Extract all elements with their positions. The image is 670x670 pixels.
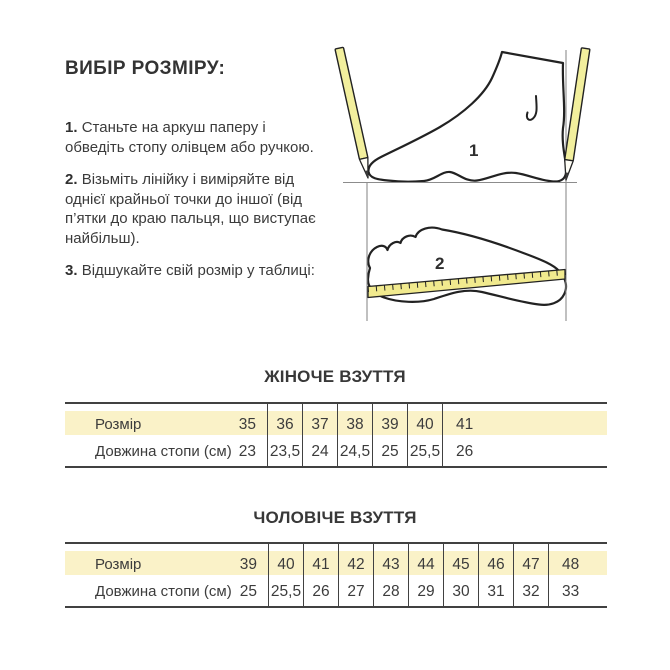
length-cell: 24 <box>311 442 329 460</box>
step-number: 1. <box>65 119 78 136</box>
length-row-label: Довжина стопи (см) <box>95 443 232 460</box>
men-table-title: ЧОЛОВІЧЕ ВЗУТТЯ <box>253 508 417 527</box>
ruler-tick <box>483 277 484 283</box>
length-cell: 32 <box>522 582 540 600</box>
step-text: Відшукайте свій розмір у таблиці: <box>81 262 315 279</box>
length-cell: 28 <box>382 582 400 600</box>
length-cell: 29 <box>417 582 435 600</box>
table-column <box>303 544 338 606</box>
table-column <box>548 544 607 606</box>
length-cell: 26 <box>312 582 330 600</box>
size-cell: 35 <box>238 415 256 433</box>
length-cell: 31 <box>487 582 505 600</box>
ruler-tick <box>540 272 541 278</box>
page-title: ВИБІР РОЗМІРУ: <box>65 58 226 79</box>
table-column <box>478 544 513 606</box>
ruler-tick <box>368 287 369 293</box>
length-cell: 24,5 <box>339 442 371 460</box>
top-view-number-label: 2 <box>435 254 445 273</box>
table-columns <box>65 404 607 466</box>
instructions-block <box>65 58 323 294</box>
length-cell: 30 <box>452 582 470 600</box>
size-cell: 41 <box>456 415 474 433</box>
length-cell: 25 <box>381 442 399 460</box>
length-cell: 23,5 <box>269 442 301 460</box>
ruler-tick <box>409 283 410 289</box>
ruler-tick <box>417 282 418 288</box>
ruler-tick <box>458 279 459 285</box>
size-row-start <box>65 544 268 577</box>
length-cell: 27 <box>347 582 365 600</box>
size-cell: 48 <box>562 555 580 573</box>
size-cell: 36 <box>276 415 294 433</box>
ruler-tick <box>434 281 435 287</box>
size-cell: 47 <box>522 555 540 573</box>
size-row-start <box>65 404 267 437</box>
women-table-title: ЖІНОЧЕ ВЗУТТЯ <box>264 367 406 386</box>
foot-side-view <box>368 52 566 182</box>
table-column <box>443 544 478 606</box>
table-column <box>267 404 302 466</box>
length-cell: 23 <box>238 442 256 460</box>
table-column <box>373 544 408 606</box>
step-number: 3. <box>65 262 78 279</box>
size-cell: 40 <box>416 415 434 433</box>
ruler-tick <box>393 284 394 290</box>
size-cell: 43 <box>382 555 400 573</box>
ruler-tick <box>425 282 426 288</box>
table-column <box>407 404 442 466</box>
pencil-left <box>335 47 372 179</box>
table-column <box>268 544 303 606</box>
size-cell: 41 <box>312 555 330 573</box>
men-size-table <box>65 542 607 608</box>
ruler-tick <box>565 270 566 276</box>
ruler-tick <box>549 271 550 276</box>
step-text: Станьте на аркуш паперу і обведіть стопу олівцем або ручкою. <box>65 119 314 156</box>
size-cell: 37 <box>311 415 329 433</box>
ruler-tick <box>467 278 468 284</box>
size-cell: 44 <box>417 555 435 573</box>
size-cell: 42 <box>347 555 365 573</box>
ruler-tick <box>475 277 476 283</box>
step-number: 2. <box>65 171 78 188</box>
size-cell: 39 <box>239 555 257 573</box>
ruler-tick <box>450 279 451 285</box>
ruler-tick <box>557 270 558 276</box>
size-cell: 45 <box>452 555 470 573</box>
size-row-label: Розмір <box>95 416 142 433</box>
instruction-step-1 <box>65 118 323 157</box>
length-row-label: Довжина стопи (см) <box>95 583 232 600</box>
table-column <box>65 544 268 606</box>
table-column <box>442 404 607 466</box>
foot-measurement-diagram <box>330 20 670 330</box>
size-cell: 38 <box>346 415 364 433</box>
ruler-tick <box>491 276 492 282</box>
size-cell: 39 <box>381 415 399 433</box>
table-column <box>337 404 372 466</box>
table-column <box>408 544 443 606</box>
size-cell: 40 <box>277 555 295 573</box>
table-column <box>338 544 373 606</box>
length-cell: 33 <box>562 582 580 600</box>
length-cell: 25,5 <box>270 582 302 600</box>
ruler-tick <box>384 285 385 291</box>
instruction-step-3 <box>65 261 323 281</box>
ruler-tick <box>532 272 533 278</box>
length-cell: 25 <box>239 582 257 600</box>
size-row-label: Розмір <box>95 556 142 573</box>
table-column <box>65 404 267 466</box>
step-text: Візьміть лінійку і виміряйте від однієї крайньої точки до іншої (від п’ятки до краю пальця, що виступає найбільш). <box>65 171 316 247</box>
length-cell: 25,5 <box>409 442 441 460</box>
ruler-tick <box>508 274 509 280</box>
ruler-tick <box>401 284 402 290</box>
ruler-tick <box>376 286 377 292</box>
table-column <box>302 404 337 466</box>
table-column <box>372 404 407 466</box>
ruler-tick <box>524 273 525 278</box>
length-row-start <box>65 437 267 466</box>
length-cell: 26 <box>456 442 474 460</box>
length-row-start <box>65 577 268 606</box>
instruction-step-2 <box>65 170 323 248</box>
ruler-tick <box>516 274 517 280</box>
table-column <box>513 544 548 606</box>
women-size-table <box>65 402 607 468</box>
ruler-tick <box>442 280 443 286</box>
side-view-number-label: 1 <box>469 141 479 160</box>
size-cell: 46 <box>487 555 505 573</box>
table-columns <box>65 544 607 606</box>
ruler-tick <box>499 275 500 280</box>
